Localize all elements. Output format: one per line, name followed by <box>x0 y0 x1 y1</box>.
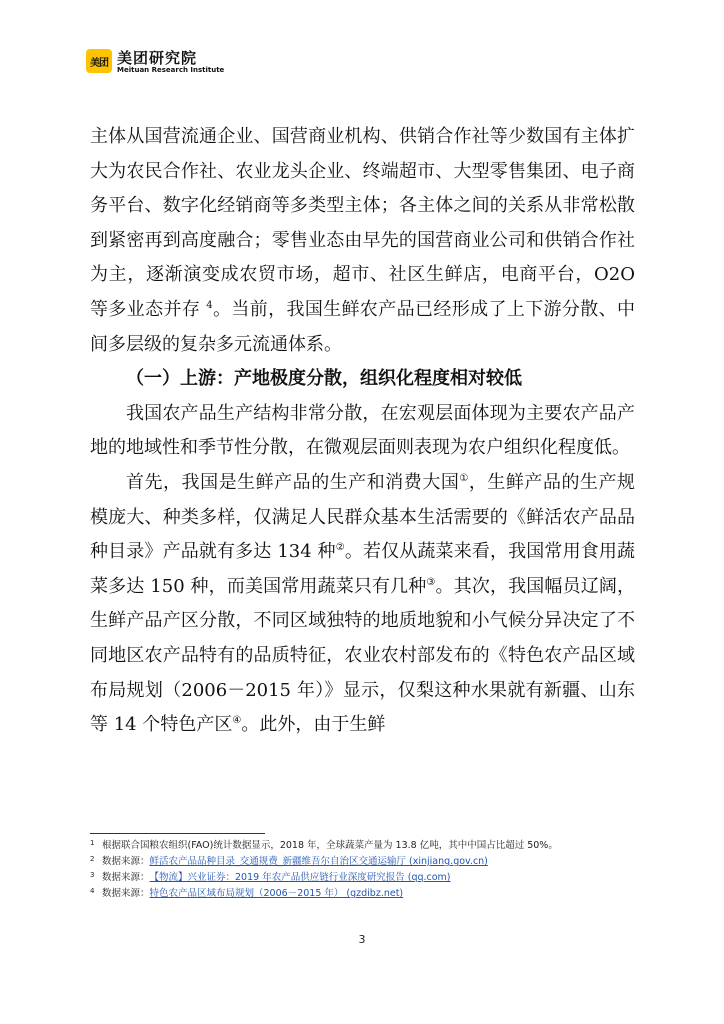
footnote-number: 4 <box>90 887 95 895</box>
paragraph-3-part-e: 。此外，由于生鲜 <box>241 714 386 736</box>
footnote-prefix: 数据来源： <box>102 856 150 867</box>
footnote-4 <box>90 886 650 902</box>
paragraph-3-part-a: 首先，我国是生鲜产品的生产和消费大国 <box>126 471 460 493</box>
footnote-prefix: 数据来源： <box>102 872 150 883</box>
footnote-number: 3 <box>90 871 95 879</box>
section-heading: （一）上游：产地极度分散，组织化程度相对较低 <box>126 368 522 390</box>
footnote-ref-4: ④ <box>232 715 242 727</box>
footnote-ref-2: ② <box>335 542 345 554</box>
footnote-3 <box>90 870 650 886</box>
footnote-ref-3: ③ <box>426 576 436 588</box>
footnote-link[interactable]: 鲜活农产品品种目录_交通规费_新疆维吾尔自治区交通运输厅 (xinjiang.gov.cn) <box>149 856 488 867</box>
footnote-2 <box>90 854 650 870</box>
footnote-number: 2 <box>90 855 95 863</box>
footnote-ref-1: ① <box>459 472 469 484</box>
logo-subtitle: Meituan Research Institute <box>117 66 225 74</box>
paragraph-3-part-b: ，生鲜产品的生产规模庞大、种类多样，仅满足人民群众基本生活需要的《鲜活农产品品种目录》产品就有多达 134 种 <box>90 471 636 563</box>
main-body <box>90 120 635 743</box>
paragraph-1 <box>90 120 635 362</box>
paragraph-1-text: 主体从国营流通企业、国营商业机构、供销合作社等少数国有主体扩大为农民合作社、农业龙头企业、终端超市、大型零售集团、电子商务平台、数字化经销商等多类型主体；各主体之间的关系从非常松散到紧密再到高度融合；零售业态由早先的国营商业公司和供销合作社为主，逐渐演变成农贸市场，超市、社区生鲜店，电商平台，O2O 等多业态并存 <box>90 126 635 320</box>
footnote-link[interactable]: 【物流】兴业证券：2019 年农产品供应链行业深度研究报告 (qq.com) <box>149 872 451 883</box>
paragraph-2: 我国农产品生产结构非常分散，在宏观层面体现为主要农产品产地的地域性和季节性分散，在微观层面则表现为农户组织化程度低。 <box>90 402 635 459</box>
paragraph-3-part-c: 。若仅从蔬菜来看，我国常用食用蔬菜多达 150 种，而美国常用蔬菜只有几种 <box>90 541 636 597</box>
footnote-prefix: 数据来源： <box>102 888 150 899</box>
reference-4: 4 <box>206 299 213 311</box>
logo-title: 美团研究院 <box>117 49 198 67</box>
footnote-divider <box>90 833 265 834</box>
footnote-link[interactable]: 特色农产品区域布局规划（2006－2015 年） (gzdibz.net) <box>149 888 404 899</box>
paragraph-3-part-d: 。其次，我国幅员辽阔，生鲜产品产区分散，不同区域独特的地质地貌和小气候分异决定了不同地区农产品特有的品质特征，农业农村部发布的《特色农产品区域布局规划（2006－2015 年）》显示，仅梨这种水果就有新疆、山东等 14 个特色产区 <box>90 575 636 736</box>
paragraph-3 <box>90 466 635 743</box>
footnotes <box>90 838 650 902</box>
footnote-number: 1 <box>90 839 95 847</box>
footnote-text: 根据联合国粮农组织(FAO)统计数据显示，2018 年，全球蔬菜产量为 13.8 亿吨，其中中国占比超过 50%。 <box>102 840 558 851</box>
footnote-1 <box>90 838 650 854</box>
paragraph-1-tail: 。当前，我国生鲜农产品已经形成了上下游分散、中间多层级的复杂多元流通体系。 <box>90 298 636 355</box>
page-number: 3 <box>358 933 366 946</box>
meituan-logo-icon: 美团 <box>86 49 112 73</box>
